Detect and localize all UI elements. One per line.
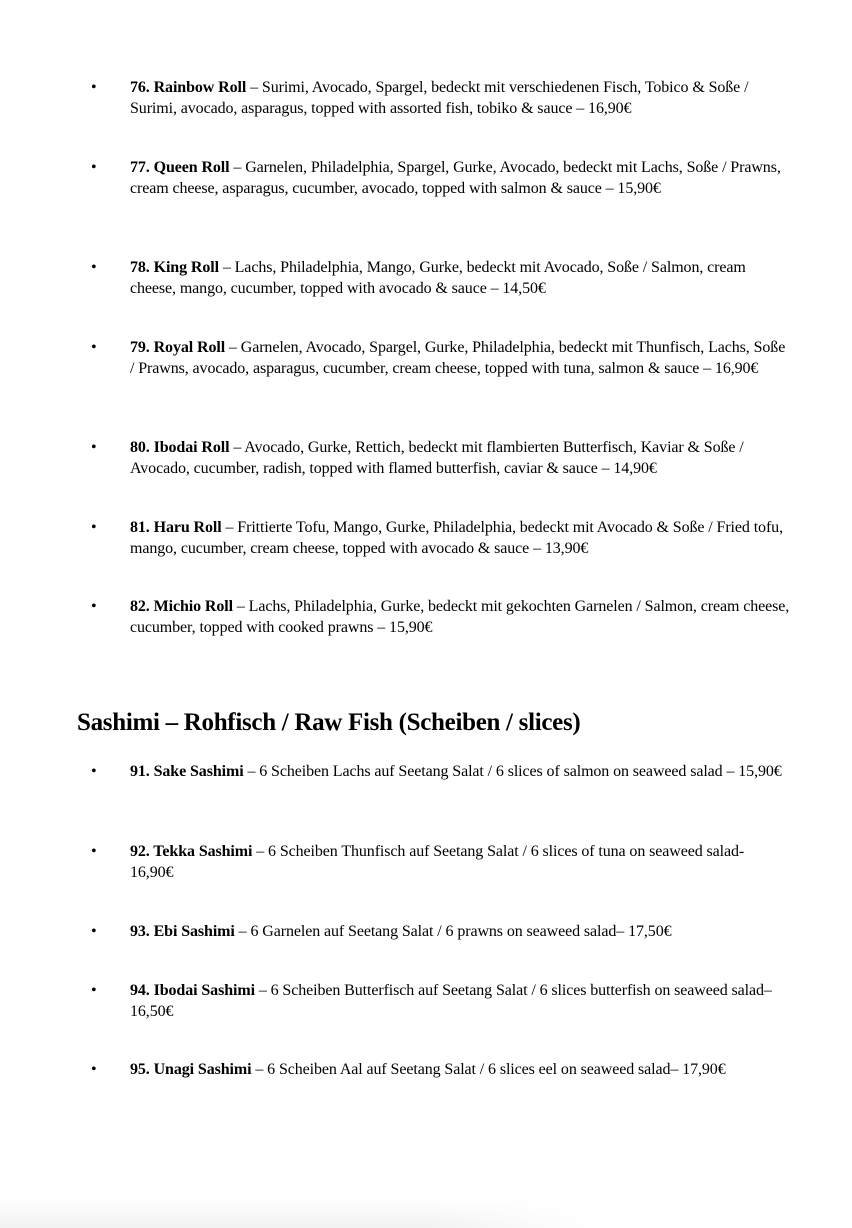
item-text: [130, 981, 790, 1022]
item-description: – Lachs, Philadelphia, Gurke, bedeckt mit gekochten Garnelen / Salmon, cream cheese, cucumber, topped with cooked prawns – 15,90€: [130, 598, 790, 636]
bullet-icon: •: [91, 763, 97, 780]
item-description: – 6 Scheiben Lachs auf Seetang Salat / 6 slices of salmon on seaweed salad – 15,90€: [243, 763, 782, 780]
bullet-icon: •: [91, 923, 97, 940]
bullet-icon: •: [91, 1061, 97, 1078]
item-description: – Avocado, Gurke, Rettich, bedeckt mit flambierten Butterfisch, Kaviar & Soße / Avocado, cucumber, radish, topped with flamed butterfish, caviar & sauce – 14,90€: [130, 439, 744, 477]
bullet-icon: •: [91, 843, 97, 860]
item-name: 91. Sake Sashimi: [130, 763, 244, 780]
item-description: – 6 Scheiben Butterfisch auf Seetang Salat / 6 slices butterfish on seaweed salad– 16,50€: [130, 982, 772, 1020]
item-text: [130, 158, 790, 199]
bullet-icon: •: [91, 339, 97, 356]
item-text: [130, 1060, 790, 1081]
bullet-icon: •: [91, 79, 97, 96]
item-description: – Garnelen, Avocado, Spargel, Gurke, Philadelphia, bedeckt mit Thunfisch, Lachs, Soße / Prawns, avocado, asparagus, cucumber, cream cheese, topped with tuna, salmon & sauce – 16,90€: [130, 339, 786, 377]
bullet-icon: •: [91, 259, 97, 276]
item-name: 79. Royal Roll: [130, 339, 226, 356]
bullet-icon: •: [91, 982, 97, 999]
bullet-icon: •: [91, 159, 97, 176]
item-text: [130, 922, 790, 943]
item-description: – 6 Garnelen auf Seetang Salat / 6 prawns on seaweed salad– 17,50€: [234, 923, 672, 940]
item-text: [130, 258, 790, 299]
item-name: 82. Michio Roll: [130, 598, 233, 615]
item-description: – Frittierte Tofu, Mango, Gurke, Philadelphia, bedeckt mit Avocado & Soße / Fried tofu, mango, cucumber, cream cheese, topped with avocado & sauce – 13,90€: [130, 519, 783, 557]
item-name: 93. Ebi Sashimi: [130, 923, 235, 940]
item-name: 80. Ibodai Roll: [130, 439, 230, 456]
item-name: 78. King Roll: [130, 259, 219, 276]
item-name: 77. Queen Roll: [130, 159, 230, 176]
item-text: [130, 597, 790, 638]
item-description: – Garnelen, Philadelphia, Spargel, Gurke, Avocado, bedeckt mit Lachs, Soße / Prawns, cream cheese, asparagus, cucumber, avocado, topped with salmon & sauce – 15,90€: [130, 159, 781, 197]
item-description: – Lachs, Philadelphia, Mango, Gurke, bedeckt mit Avocado, Soße / Salmon, cream cheese, mango, cucumber, topped with avocado & sauce – 14,50€: [130, 259, 746, 297]
section-heading-sashimi: Sashimi – Rohfisch / Raw Fish (Scheiben / slices): [77, 709, 581, 736]
item-text: [130, 842, 790, 883]
item-text: [130, 78, 790, 119]
item-name: 92. Tekka Sashimi: [130, 843, 253, 860]
item-text: [130, 438, 790, 479]
bullet-icon: •: [91, 598, 97, 615]
item-name: 94. Ibodai Sashimi: [130, 982, 255, 999]
item-name: 95. Unagi Sashimi: [130, 1061, 252, 1078]
item-description: – 6 Scheiben Aal auf Seetang Salat / 6 slices eel on seaweed salad– 17,90€: [251, 1061, 726, 1078]
item-description: – Surimi, Avocado, Spargel, bedeckt mit verschiedenen Fisch, Tobico & Soße / Surimi, avocado, asparagus, topped with assorted fish, tobiko & sauce – 16,90€: [130, 79, 749, 117]
bullet-icon: •: [91, 439, 97, 456]
item-description: – 6 Scheiben Thunfisch auf Seetang Salat / 6 slices of tuna on seaweed salad- 16,90€: [130, 843, 745, 881]
page-bottom-shadow: [0, 1198, 852, 1228]
item-name: 76. Rainbow Roll: [130, 79, 247, 96]
bullet-icon: •: [91, 519, 97, 536]
item-text: [130, 518, 790, 559]
item-text: [130, 762, 790, 783]
item-name: 81. Haru Roll: [130, 519, 222, 536]
item-text: [130, 338, 790, 379]
